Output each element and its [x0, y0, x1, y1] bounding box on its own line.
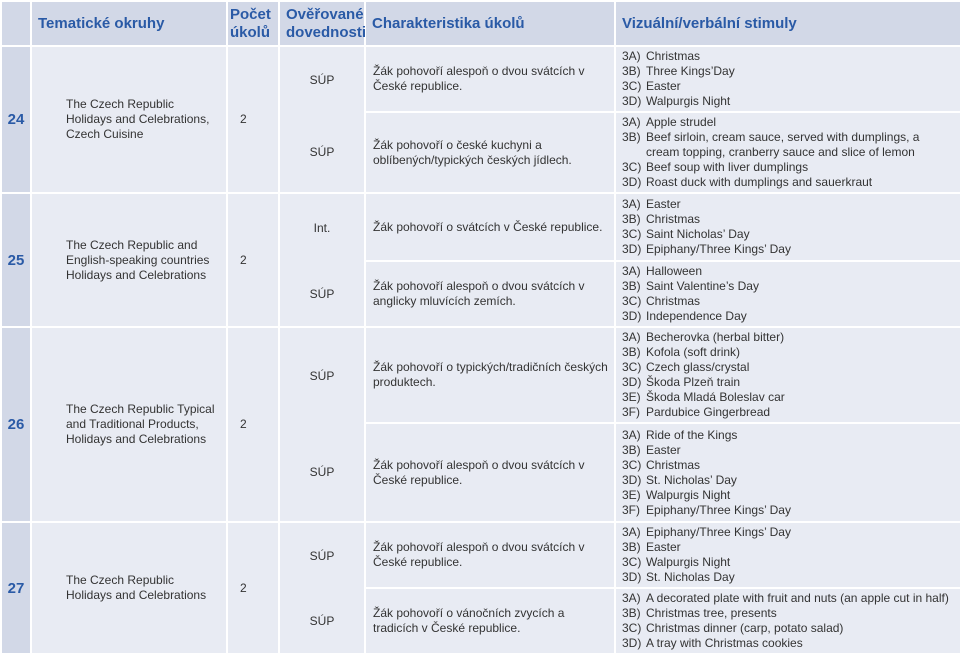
- stimulus-item: [622, 360, 785, 375]
- row-number: 27: [1, 522, 31, 654]
- stimulus-text: Epiphany/Three Kings’ Day: [646, 502, 791, 517]
- stimulus-item: [622, 390, 785, 405]
- stimulus-item: [622, 570, 791, 585]
- stimulus-code: 3B): [622, 130, 641, 144]
- stimulus-item: [622, 345, 785, 360]
- stimulus-item: [622, 130, 956, 160]
- stimulus-item: [622, 264, 759, 279]
- stimulus-code: 3E): [622, 390, 641, 404]
- stimulus-item: [622, 473, 791, 488]
- stimulus-text: Three Kings’Day: [646, 64, 735, 78]
- stimulus-code: 3B): [622, 606, 641, 620]
- stimulus-code: 3C): [622, 294, 642, 308]
- stimulus-item: [622, 525, 791, 540]
- stimulus-text: Christmas tree, presents: [646, 606, 777, 620]
- stimulus-code: 3D): [622, 94, 642, 108]
- stimulus-text: Easter: [646, 442, 681, 457]
- stimuli-group: [616, 523, 960, 589]
- stimulus-code: 3A): [622, 115, 641, 129]
- stimulus-code: 3F): [622, 502, 640, 517]
- stimulus-code: 3B): [622, 64, 641, 78]
- stimulus-item: [622, 197, 791, 212]
- stimuli-group: [616, 47, 960, 113]
- header-number-cell: [1, 1, 31, 46]
- task-description: Žák pohovoří alespoň o dvou svátcích v České republice.: [366, 47, 614, 113]
- task-description: Žák pohovoří o české kuchyni a oblíbených/typických českých jídlech.: [373, 137, 572, 167]
- task-description: Žák pohovoří alespoň o dvou svátcích v anglicky mluvících zemích.: [373, 279, 585, 308]
- task-count: 2: [227, 193, 279, 327]
- stimulus-item: [622, 227, 791, 242]
- stimulus-code: 3D): [622, 175, 642, 189]
- table-header-row: [1, 1, 960, 46]
- skill-label: SÚP: [309, 145, 335, 159]
- skills-cell: [279, 522, 365, 654]
- stimulus-code: 3C): [622, 79, 642, 93]
- stimulus-text: Christmas: [646, 49, 701, 63]
- topic-cell: The Czech Republic Holidays and Celebrations, Czech Cuisine: [31, 46, 227, 193]
- stimuli-group: [616, 113, 960, 192]
- stimulus-code: 3B): [622, 540, 641, 554]
- skills-cell: [279, 193, 365, 327]
- stimuli-group: [616, 328, 960, 424]
- header-stimuli: Vizuální/verbální stimuly: [615, 1, 960, 46]
- stimulus-text: Saint Nicholas’ Day: [646, 227, 750, 241]
- stimulus-item: [622, 160, 956, 175]
- stimulus-text: A tray with Christmas cookies: [646, 636, 803, 650]
- stimulus-text: Walpurgis Night: [646, 555, 731, 569]
- row-number: 26: [1, 327, 31, 522]
- stimulus-text: Pardubice Gingerbread: [646, 405, 771, 419]
- header-skills: Ověřované dovednosti: [279, 1, 365, 46]
- stimulus-text: St. Nicholas Day: [646, 570, 735, 584]
- stimuli-group: [616, 589, 960, 653]
- skills-cell: [279, 327, 365, 522]
- tasks-cell: [365, 522, 615, 654]
- stimulus-item: [622, 428, 791, 443]
- tasks-cell: [365, 193, 615, 327]
- stimulus-text: Apple strudel: [646, 115, 717, 129]
- task-description: Žák pohovoří alespoň o dvou svátcích v České republice.: [366, 523, 614, 589]
- stimulus-text: A decorated plate with fruit and nuts (an apple cut in half): [646, 591, 949, 605]
- stimulus-code: 3D): [622, 309, 642, 323]
- topic-cell: The Czech Republic Typical and Traditional Products, Holidays and Celebrations: [31, 327, 227, 522]
- stimuli-cell: [615, 327, 960, 522]
- stimulus-code: 3A): [622, 525, 641, 539]
- stimulus-code: 3E): [622, 487, 641, 502]
- stimulus-text: Roast duck with dumplings and sauerkraut: [646, 175, 873, 189]
- skill-label: SÚP: [309, 548, 335, 563]
- stimuli-group: [616, 194, 960, 262]
- skills-cell: [279, 46, 365, 193]
- stimulus-code: 3D): [622, 472, 642, 487]
- stimuli-group: [616, 424, 960, 521]
- stimulus-code: 3C): [622, 227, 642, 241]
- topic-cell: The Czech Republic and English-speaking countries Holidays and Celebrations: [31, 193, 227, 327]
- stimulus-text: Beef soup with liver dumplings: [646, 160, 809, 174]
- stimulus-code: 3C): [622, 160, 642, 174]
- stimulus-text: Christmas: [646, 212, 701, 226]
- stimulus-code: 3B): [622, 442, 641, 457]
- stimulus-item: [622, 294, 759, 309]
- skill-label: SÚP: [309, 72, 335, 87]
- stimuli-group: [616, 262, 960, 326]
- stimulus-text: Walpurgis Night: [646, 487, 731, 502]
- stimulus-item: [622, 405, 785, 420]
- stimulus-item: [622, 503, 791, 518]
- header-topics: Tematické okruhy: [31, 1, 227, 46]
- stimulus-code: 3D): [622, 636, 642, 650]
- stimulus-item: [622, 488, 791, 503]
- task-count: 2: [227, 327, 279, 522]
- table-row: [1, 327, 960, 522]
- header-tasks: Charakteristika úkolů: [365, 1, 615, 46]
- stimulus-text: Beef sirloin, cream sauce, served with dumplings, a cream topping, cranberry sauce and slice of lemon: [646, 130, 920, 159]
- task-description: Žák pohovoří o typických/tradičních českých produktech.: [366, 328, 614, 424]
- topic-cell: The Czech Republic Holidays and Celebrations: [31, 522, 227, 654]
- stimulus-item: [622, 212, 791, 227]
- stimulus-item: [622, 621, 949, 636]
- skill-label: SÚP: [309, 286, 335, 301]
- row-number: 24: [1, 46, 31, 193]
- stimulus-item: [622, 115, 956, 130]
- tasks-cell: [365, 46, 615, 193]
- stimulus-text: Becherovka (herbal bitter): [646, 330, 785, 344]
- stimulus-code: 3F): [622, 405, 640, 419]
- stimulus-text: Easter: [646, 540, 681, 554]
- stimulus-code: 3C): [622, 621, 642, 635]
- stimulus-item: [622, 242, 791, 257]
- stimulus-item: [622, 79, 735, 94]
- stimulus-code: 3A): [622, 330, 641, 344]
- stimulus-item: [622, 591, 949, 606]
- skill-label: SÚP: [309, 368, 335, 383]
- stimulus-item: [622, 540, 791, 555]
- stimulus-code: 3A): [622, 197, 641, 211]
- stimulus-code: 3C): [622, 457, 642, 472]
- stimuli-cell: [615, 522, 960, 654]
- stimulus-code: 3D): [622, 570, 642, 584]
- stimulus-code: 3A): [622, 49, 641, 63]
- stimulus-text: Epiphany/Three Kings’ Day: [646, 525, 791, 539]
- row-number: 25: [1, 193, 31, 327]
- header-count: Počet úkolů: [227, 1, 279, 46]
- stimulus-item: [622, 309, 759, 324]
- stimulus-text: Independence Day: [646, 309, 747, 323]
- skill-label: SÚP: [309, 613, 335, 628]
- stimulus-code: 3B): [622, 345, 641, 359]
- stimulus-text: Walpurgis Night: [646, 94, 731, 108]
- stimuli-cell: [615, 193, 960, 327]
- stimuli-cell: [615, 46, 960, 193]
- stimulus-item: [622, 636, 949, 651]
- stimulus-code: 3A): [622, 427, 641, 442]
- stimulus-item: [622, 443, 791, 458]
- table-row: [1, 522, 960, 654]
- stimulus-item: [622, 606, 949, 621]
- tasks-cell: [365, 327, 615, 522]
- stimulus-item: [622, 94, 735, 109]
- stimulus-text: Christmas: [646, 294, 701, 308]
- table-row: [1, 46, 960, 193]
- task-count: 2: [227, 522, 279, 654]
- stimulus-text: Easter: [646, 197, 681, 211]
- task-description: Žák pohovoří alespoň o dvou svátcích v České republice.: [373, 457, 585, 487]
- stimulus-code: 3D): [622, 375, 642, 389]
- task-description: Žák pohovoří o svátcích v České republice.: [366, 194, 614, 262]
- stimulus-code: 3C): [622, 555, 642, 569]
- stimulus-item: [622, 64, 735, 79]
- stimulus-item: [622, 49, 735, 64]
- skill-label: Int.: [313, 220, 331, 235]
- stimulus-text: Kofola (soft drink): [646, 345, 741, 359]
- stimulus-item: [622, 279, 759, 294]
- stimulus-text: Škoda Mladá Boleslav car: [646, 390, 785, 404]
- stimulus-item: [622, 175, 956, 190]
- stimulus-text: Saint Valentine’s Day: [646, 279, 759, 293]
- task-count: 2: [227, 46, 279, 193]
- skill-label: SÚP: [309, 465, 335, 479]
- stimulus-item: [622, 458, 791, 473]
- stimulus-text: Christmas dinner (carp, potato salad): [646, 621, 844, 635]
- stimulus-text: Halloween: [646, 264, 703, 278]
- stimulus-code: 3A): [622, 591, 641, 605]
- stimulus-code: 3B): [622, 279, 641, 293]
- stimulus-text: Easter: [646, 79, 681, 93]
- stimulus-text: Ride of the Kings: [646, 427, 738, 442]
- stimulus-code: 3A): [622, 264, 641, 278]
- stimulus-item: [622, 330, 785, 345]
- stimulus-text: St. Nicholas’ Day: [646, 472, 737, 487]
- stimulus-text: Epiphany/Three Kings’ Day: [646, 242, 791, 256]
- stimulus-text: Škoda Plzeň train: [646, 375, 741, 389]
- stimulus-text: Czech glass/crystal: [646, 360, 750, 374]
- table-row: [1, 193, 960, 327]
- stimulus-item: [622, 555, 791, 570]
- stimulus-code: 3B): [622, 212, 641, 226]
- stimulus-text: Christmas: [646, 457, 701, 472]
- stimulus-item: [622, 375, 785, 390]
- stimulus-code: 3D): [622, 242, 642, 256]
- stimulus-code: 3C): [622, 360, 642, 374]
- task-description: Žák pohovoří o vánočních zvycích a tradicích v České republice.: [373, 606, 565, 635]
